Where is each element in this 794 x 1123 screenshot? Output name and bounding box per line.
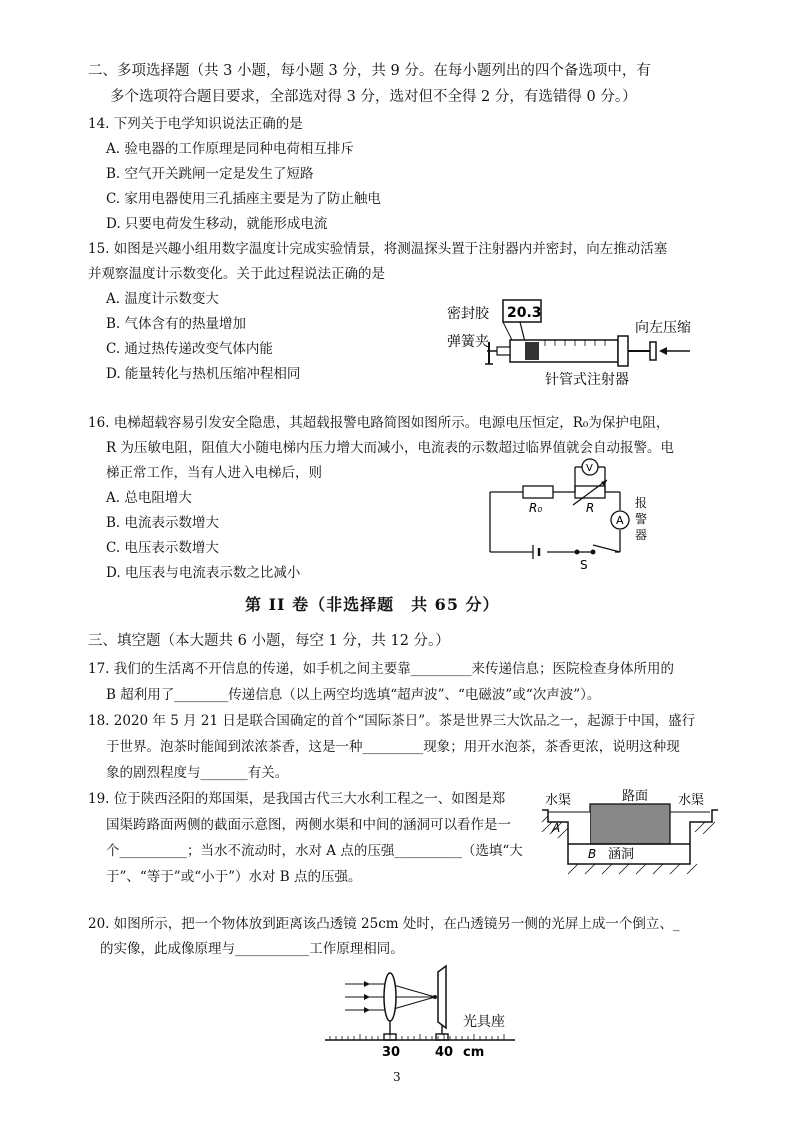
point-a-label: A: [552, 821, 561, 835]
q15-option-d: D. 能量转化与热机压缩冲程相同: [106, 366, 301, 382]
q20-line1: 20. 如图所示，把一个物体放到距离该凸透镜 25cm 处时，在凸透镜另一侧的光屏上成一个倒立、_: [88, 916, 680, 932]
convex-lens: [384, 973, 396, 1021]
seal-label: 密封胶: [447, 306, 489, 322]
q16-option-a: A. 总电阻增大: [106, 490, 192, 506]
q20-line2: 的实像，此成像原理与___________工作原理相同。: [100, 941, 404, 957]
q16-stem-line3: 梯正常工作，当有人进入电梯后，则: [106, 465, 322, 481]
q16-stem-line1: 16. 电梯超载容易引发安全隐患，其超载报警电路简图如图所示。电源电压恒定，R₀为保护电阻，: [88, 415, 670, 431]
ammeter-label: A: [616, 514, 624, 527]
q15-option-a: A. 温度计示数变大: [106, 291, 219, 307]
circuit-figure: [485, 455, 655, 575]
r-label: R: [586, 501, 595, 515]
q16-option-d: D. 电压表与电流表示数之比减小: [106, 565, 301, 581]
q17-line1: 17. 我们的生活离不开信息的传递，如手机之间主要靠_________来传递信息；医院检查身体所用的: [88, 661, 675, 677]
culvert-label: 涵洞: [608, 847, 635, 862]
syringe-label: 针管式注射器: [545, 372, 629, 388]
q18-line2: 于世界。泡茶时能闻到浓浓茶香，这是一种_________现象；用开水泡茶，茶香更浓，说明这种现: [106, 739, 680, 755]
page-number: 3: [393, 1070, 401, 1084]
q19-line3: 个__________；当水不流动时，水对 A 点的压强__________（选填“大: [106, 843, 523, 859]
section-3-title: 三、填空题（本大题共 6 小题，每空 1 分，共 12 分。）: [88, 633, 450, 649]
q16-option-b: B. 电流表示数增大: [106, 515, 220, 531]
q17-line2: B 超利用了________传递信息（以上两空均选填“超声波”、“电磁波”或“次声波”）。: [106, 687, 601, 703]
optical-bench-figure: [320, 962, 520, 1062]
q18-line3: 象的剧烈程度与_______有关。: [106, 765, 289, 781]
thermometer-reading: 20.3: [507, 305, 542, 321]
probe: [525, 342, 539, 360]
alarm-label: 报警器: [635, 496, 648, 542]
ruler-ticks: [330, 1033, 504, 1040]
q15-stem-line2: 并观察温度计示数变化。关于此过程说法正确的是: [88, 266, 385, 282]
unit-label: cm: [463, 1045, 485, 1060]
section-2-title-line2: 多个选项符合题目要求，全部选对得 3 分，选对但不全得 2 分，有选错得 0 分。）: [110, 89, 637, 105]
clip-label: 弹簧夹: [447, 334, 489, 350]
q14-option-c: C. 家用电器使用三孔插座主要是为了防止触电: [106, 191, 381, 207]
q19-line2: 国渠跨路面两侧的截面示意图，两侧水渠和中间的涵洞可以看作是一: [106, 817, 511, 833]
section-2-title-line1: 二、多项选择题（共 3 小题，每小题 3 分，共 9 分。在每小题列出的四个备选项中，有: [88, 63, 651, 79]
tick-30-label: 30: [382, 1045, 401, 1060]
push-label: 向左压缩: [635, 320, 691, 336]
syringe-figure: [445, 290, 715, 390]
part-2-title: 第 II 卷（非选择题 共 65 分）: [245, 595, 500, 614]
light-screen: [438, 966, 446, 1028]
q14-stem: 14. 下列关于电学知识说法正确的是: [88, 116, 303, 132]
q15-option-b: B. 气体含有的热量增加: [106, 316, 247, 332]
bench-label: 光具座: [463, 1014, 505, 1030]
road-label: 路面: [622, 789, 649, 804]
point-b-label: B: [588, 847, 597, 861]
q14-option-a: A. 验电器的工作原理是同种电荷相互排斥: [106, 141, 354, 157]
voltmeter-label: V: [586, 463, 593, 474]
q16-stem-line2: R 为压敏电阻，阻值大小随电梯内压力增大而减小，电流表的示数超过临界值就会自动报警。电: [106, 440, 674, 456]
q15-option-c: C. 通过热传递改变气体内能: [106, 341, 273, 357]
q16-option-c: C. 电压表示数增大: [106, 540, 219, 556]
tick-40-label: 40: [435, 1045, 454, 1060]
r0-label: R₀: [529, 501, 543, 515]
switch-label: S: [580, 558, 588, 572]
left-canal-label: 水渠: [545, 793, 572, 808]
road-block: [590, 804, 670, 844]
canal-figure: [540, 782, 720, 892]
q15-stem-line1: 15. 如图是兴趣小组用数字温度计完成实验情景，将测温探头置于注射器内并密封，向左推动活塞: [88, 241, 668, 257]
right-canal-label: 水渠: [678, 793, 705, 808]
q19-line4: 于”、“等于”或“小于”）水对 B 点的压强。: [106, 869, 362, 885]
q14-option-b: B. 空气开关跳闸一定是发生了短路: [106, 166, 314, 182]
q18-line1: 18. 2020 年 5 月 21 日是联合国确定的首个“国际茶日”。茶是世界三大饮品之一，起源于中国，盛行: [88, 713, 696, 729]
q19-line1: 19. 位于陕西泾阳的郑国渠，是我国古代三大水利工程之一、如图是郑: [88, 791, 506, 807]
q14-option-d: D. 只要电荷发生移动，就能形成电流: [106, 216, 328, 232]
r0-resistor: [523, 486, 553, 498]
